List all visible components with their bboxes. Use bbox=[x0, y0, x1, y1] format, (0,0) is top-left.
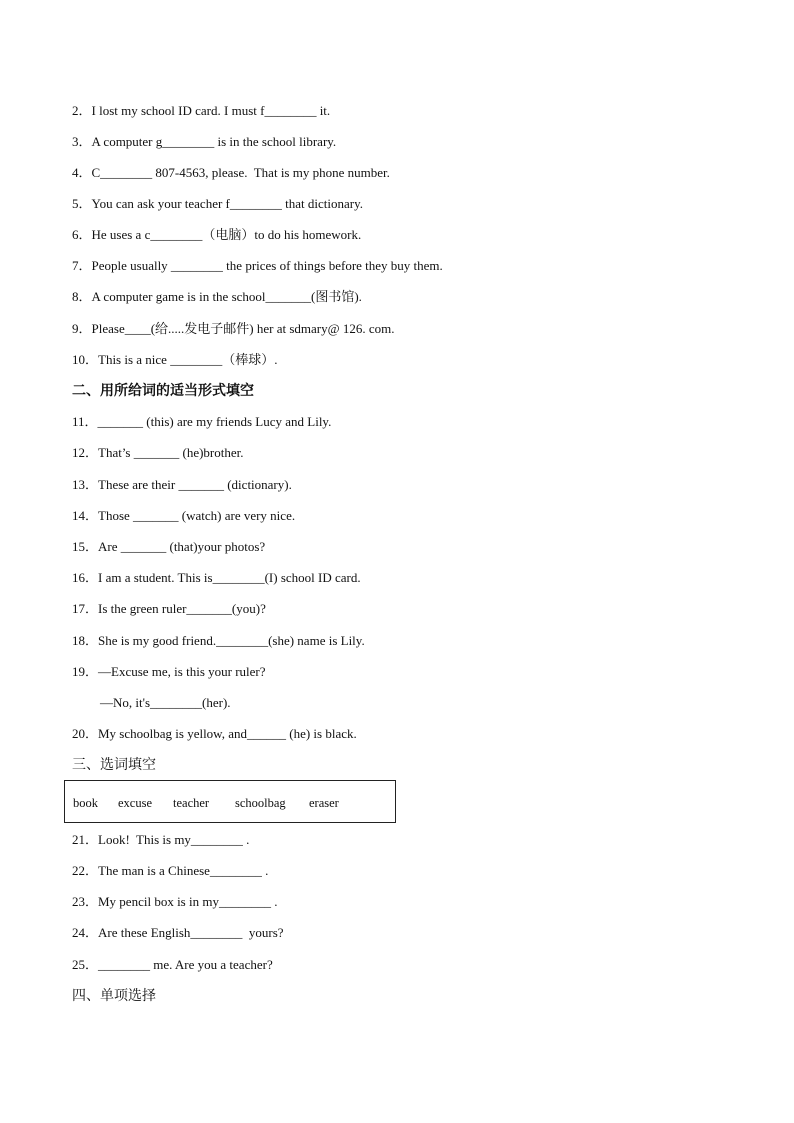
question-5: 5．You can ask your teacher f________ that dictionary. bbox=[72, 196, 363, 211]
word-bank-item: schoolbag bbox=[235, 796, 286, 810]
question-20: 20．My schoolbag is yellow, and______ (he) is black. bbox=[72, 726, 357, 741]
question-13: 13．These are their _______ (dictionary). bbox=[72, 477, 292, 492]
section-2-heading: 二、用所给词的适当形式填空 bbox=[72, 383, 254, 399]
question-21: 21．Look! This is my________ . bbox=[72, 832, 250, 847]
question-25: 25．________ me. Are you a teacher? bbox=[72, 957, 273, 972]
section-3-heading: 三、选词填空 bbox=[72, 757, 156, 773]
question-12: 12．That’s _______ (he)brother. bbox=[72, 445, 244, 460]
question-9: 9．Please____(给.....发电子邮件) her at sdmary@ 126. com. bbox=[72, 321, 395, 336]
question-6: 6．He uses a c________（电脑）to do his homework. bbox=[72, 227, 362, 242]
word-bank-item: book bbox=[73, 796, 98, 810]
question-3: 3．A computer g________ is in the school library. bbox=[72, 134, 337, 149]
question-24: 24．Are these English________ yours? bbox=[72, 925, 284, 940]
question-16: 16．I am a student. This is________(I) school ID card. bbox=[72, 570, 361, 585]
question-15: 15．Are _______ (that)your photos? bbox=[72, 539, 266, 554]
section-4-heading: 四、单项选择 bbox=[72, 988, 156, 1004]
question-22: 22．The man is a Chinese________ . bbox=[72, 863, 269, 878]
word-bank-item: excuse bbox=[118, 796, 153, 810]
question-14: 14．Those _______ (watch) are very nice. bbox=[72, 508, 296, 523]
question-11: 11．_______ (this) are my friends Lucy and Lily. bbox=[72, 414, 332, 429]
question-19: 19．—Excuse me, is this your ruler? bbox=[72, 664, 266, 679]
word-bank-box bbox=[64, 780, 396, 823]
question-4: 4．C________ 807-4563, please. That is my phone number. bbox=[72, 165, 390, 180]
question-23: 23．My pencil box is in my________ . bbox=[72, 894, 278, 909]
question-19-answer: —No, it's________(her). bbox=[100, 695, 231, 710]
question-17: 17．Is the green ruler_______(you)? bbox=[72, 601, 266, 616]
question-2: 2．I lost my school ID card. I must f________ it. bbox=[72, 103, 331, 118]
word-bank-item: eraser bbox=[309, 796, 339, 810]
question-18: 18．She is my good friend.________(she) name is Lily. bbox=[72, 633, 365, 648]
question-10: 10．This is a nice ________（棒球）. bbox=[72, 352, 278, 367]
question-8: 8．A computer game is in the school_______(图书馆). bbox=[72, 289, 362, 304]
word-bank-item: teacher bbox=[173, 796, 210, 810]
question-7: 7．People usually ________ the prices of things before they buy them. bbox=[72, 258, 443, 273]
